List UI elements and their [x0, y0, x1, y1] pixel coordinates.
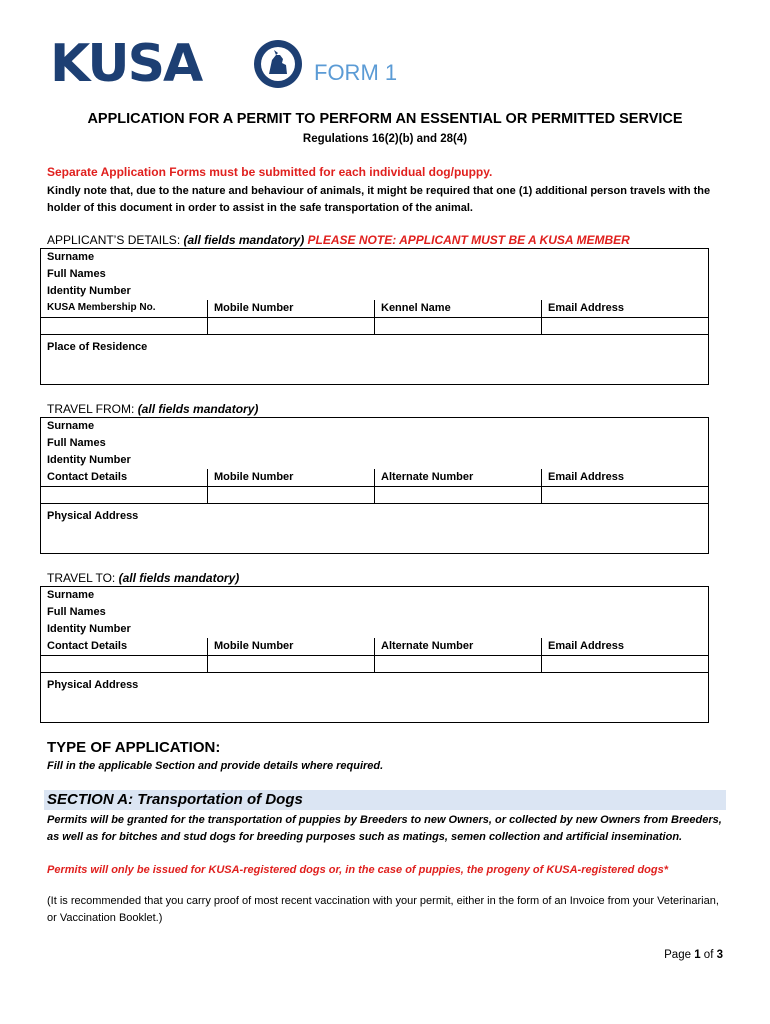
section-a-vaccination-note: (It is recommended that you carry proof of most recent vaccination with your permit, either in the form of an Invoice from your Veterinarian, or Vaccination Booklet.): [47, 895, 719, 924]
applicant-email-label: Email Address: [541, 300, 708, 317]
dog-emblem-icon: [252, 38, 304, 90]
travel-from-identity-number-field[interactable]: Identity Number: [47, 454, 131, 466]
travel-from-mobile-label: Mobile Number: [207, 469, 374, 486]
travel-to-contact-label: Contact Details: [47, 640, 128, 652]
travel-to-address-field[interactable]: Physical Address: [41, 672, 708, 722]
applicant-kennel-input[interactable]: [374, 318, 541, 334]
travel-to-mobile-label: Mobile Number: [207, 638, 374, 655]
applicant-heading: [47, 233, 630, 247]
travel-from-mobile-input[interactable]: [207, 487, 374, 503]
travel-from-table: [40, 417, 709, 554]
applicant-email-input[interactable]: [541, 318, 708, 334]
kusa-logo: [50, 34, 302, 94]
section-a-title: SECTION A: Transportation of Dogs: [47, 791, 303, 808]
section-a-registered-dogs-note: Permits will only be issued for KUSA-registered dogs or, in the case of puppies, the progeny of KUSA-registered dogs*: [47, 864, 669, 876]
travel-from-mandatory: (all fields mandatory): [137, 402, 259, 416]
applicant-kennel-label: Kennel Name: [374, 300, 541, 317]
applicant-kusa-member-note: PLEASE NOTE: APPLICANT MUST BE A KUSA MEMBER: [307, 233, 630, 247]
travel-to-alternate-input[interactable]: [374, 656, 541, 672]
type-of-application-instructions: Fill in the applicable Section and provide details where required.: [47, 760, 384, 772]
travel-from-contact-label: Contact Details: [47, 471, 128, 483]
applicant-heading-label: APPLICANT’S DETAILS: [47, 233, 177, 247]
travel-to-full-names-field[interactable]: Full Names: [47, 606, 106, 618]
applicant-residence-field[interactable]: Place of Residence: [41, 334, 708, 384]
travel-to-alternate-label: Alternate Number: [374, 638, 541, 655]
travel-from-heading: [47, 402, 258, 416]
travel-from-surname-field[interactable]: Surname: [47, 420, 95, 432]
applicant-membership-input[interactable]: [41, 318, 207, 334]
travel-to-mandatory: (all fields mandatory): [118, 571, 240, 585]
section-a-description: Permits will be granted for the transportation of puppies by Breeders to new Owners, or collected by new Owners from Breeders, as well as for bitches and stud dogs for breeding purposes such as matings, semen collection and artificial insemination.: [47, 814, 722, 843]
page-current: 1: [694, 949, 701, 961]
applicant-surname-field[interactable]: Surname: [47, 251, 95, 263]
travel-from-alternate-input[interactable]: [374, 487, 541, 503]
travel-to-identity-number-field[interactable]: Identity Number: [47, 623, 131, 635]
applicant-mobile-label: Mobile Number: [207, 300, 374, 317]
travel-from-email-label: Email Address: [541, 469, 708, 486]
applicant-mandatory: (all fields mandatory): [183, 233, 305, 247]
travel-to-mobile-input[interactable]: [207, 656, 374, 672]
applicant-details-table: [40, 248, 709, 385]
travel-to-surname-field[interactable]: Surname: [47, 589, 95, 601]
travel-from-heading-label: TRAVEL FROM:: [47, 402, 138, 416]
travel-to-heading: [47, 571, 239, 585]
page-title: APPLICATION FOR A PERMIT TO PERFORM AN ESSENTIAL OR PERMITTED SERVICE: [87, 111, 683, 127]
applicant-mobile-input[interactable]: [207, 318, 374, 334]
travel-to-heading-label: TRAVEL TO:: [47, 571, 119, 585]
applicant-identity-number-field[interactable]: Identity Number: [47, 285, 131, 297]
applicant-full-names-field[interactable]: Full Names: [47, 268, 106, 280]
travel-to-email-input[interactable]: [541, 656, 708, 672]
travel-from-full-names-field[interactable]: Full Names: [47, 437, 106, 449]
applicant-membership-label: KUSA Membership No.: [47, 302, 156, 313]
logo-text: KUSA: [50, 34, 202, 94]
of-word: of: [700, 949, 717, 961]
type-of-application-heading: TYPE OF APPLICATION:: [47, 739, 221, 756]
page-number: [664, 949, 723, 961]
travel-to-email-label: Email Address: [541, 638, 708, 655]
travel-from-address-field[interactable]: Physical Address: [41, 503, 708, 553]
travel-from-email-input[interactable]: [541, 487, 708, 503]
applicant-heading-colon: :: [176, 233, 184, 247]
page-word: Page: [664, 949, 695, 961]
travel-to-table: [40, 586, 709, 723]
travel-from-contact-input[interactable]: [41, 487, 207, 503]
regulations-subtitle: Regulations 16(2)(b) and 28(4): [302, 133, 468, 145]
travel-from-alternate-label: Alternate Number: [374, 469, 541, 486]
transport-note: Kindly note that, due to the nature and behaviour of animals, it might be required that one (1) additional person travels with the holder of this document in order to assist in the safe transportation of the animal.: [47, 185, 711, 214]
form-number: FORM 1: [314, 60, 398, 85]
page-total: 3: [716, 949, 723, 961]
separate-forms-note: Separate Application Forms must be submitted for each individual dog/puppy.: [47, 165, 493, 179]
travel-to-contact-input[interactable]: [41, 656, 207, 672]
